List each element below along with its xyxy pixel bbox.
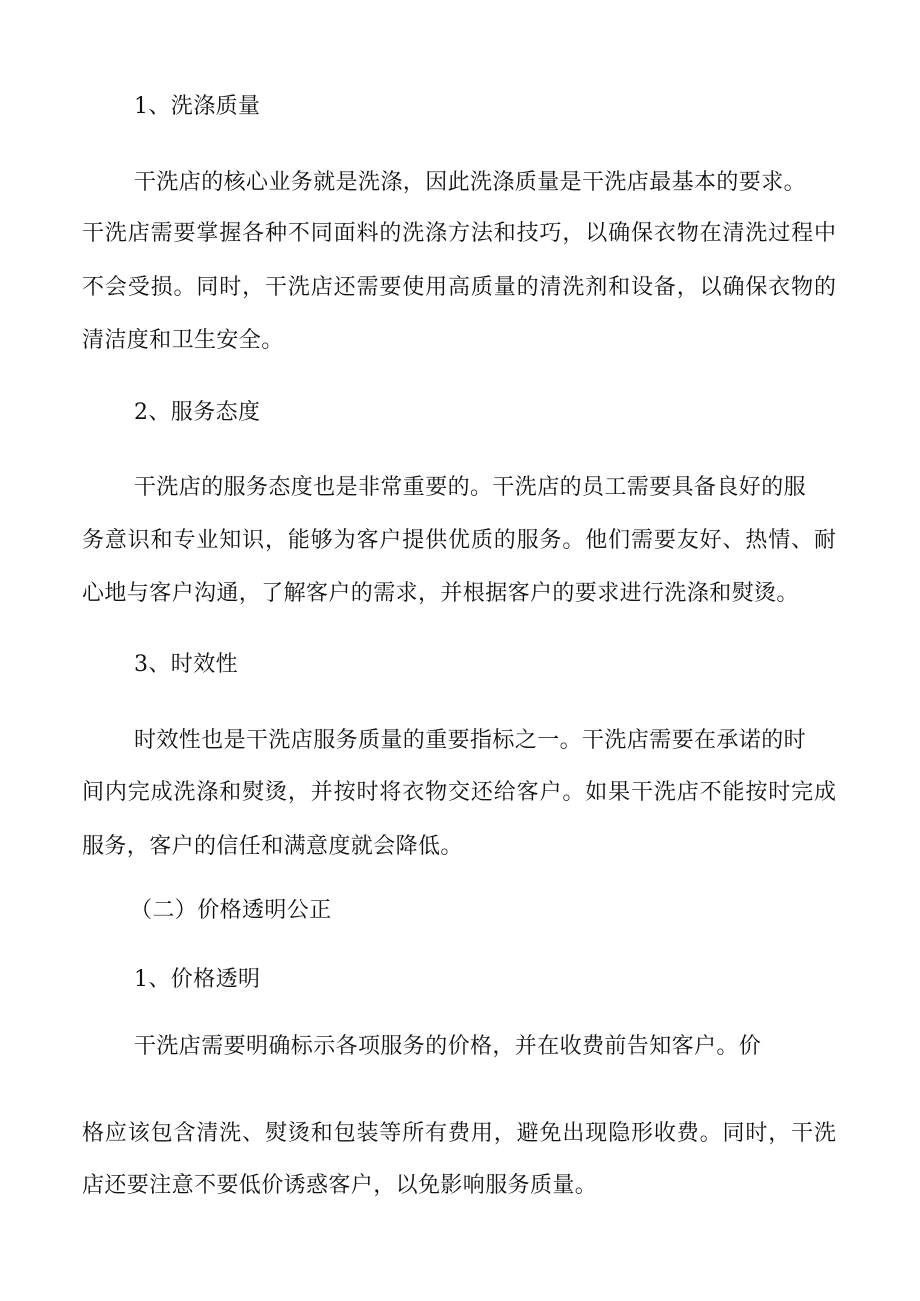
paragraph-line: 干洗店的核心业务就是洗涤，因此洗涤质量是干洗店最基本的要求。 xyxy=(134,170,807,195)
paragraph-line: 时效性也是干洗店服务质量的重要指标之一。干洗店需要在承诺的时 xyxy=(134,728,807,753)
paragraph-line: 心地与客户沟通，了解客户的需求，并根据客户的要求进行洗涤和熨烫。 xyxy=(82,581,799,606)
chapter-heading: （二）价格透明公正 xyxy=(130,898,332,923)
section-heading: 3、时效性 xyxy=(134,652,238,677)
section-heading: 1、价格透明 xyxy=(134,967,261,992)
paragraph-line: 服务，客户的信任和满意度就会降低。 xyxy=(82,834,463,859)
section-heading: 2、服务态度 xyxy=(134,400,261,425)
paragraph-line: 不会受损。同时，干洗店还需要使用高质量的清洗剂和设备，以确保衣物的 xyxy=(82,275,836,300)
paragraph-line: 干洗店需要掌握各种不同面料的洗涤方法和技巧，以确保衣物在清洗过程中 xyxy=(82,221,836,246)
paragraph-line: 店还要注意不要低价诱惑客户，以免影响服务质量。 xyxy=(82,1173,598,1198)
paragraph-line: 间内完成洗涤和熨烫，并按时将衣物交还给客户。如果干洗店不能按时完成 xyxy=(82,780,836,805)
paragraph-line: 格应该包含清洗、熨烫和包装等所有费用，避免出现隐形收费。同时，干洗 xyxy=(82,1121,836,1146)
paragraph-line: 清洁度和卫生安全。 xyxy=(82,328,284,353)
paragraph-line: 干洗店的服务态度也是非常重要的。干洗店的员工需要具备良好的服 xyxy=(134,475,807,500)
paragraph-line: 务意识和专业知识，能够为客户提供优质的服务。他们需要友好、热情、耐 xyxy=(82,528,836,553)
section-heading: 1、洗涤质量 xyxy=(134,94,261,119)
paragraph-line: 干洗店需要明确标示各项服务的价格，并在收费前告知客户。价 xyxy=(134,1034,762,1059)
